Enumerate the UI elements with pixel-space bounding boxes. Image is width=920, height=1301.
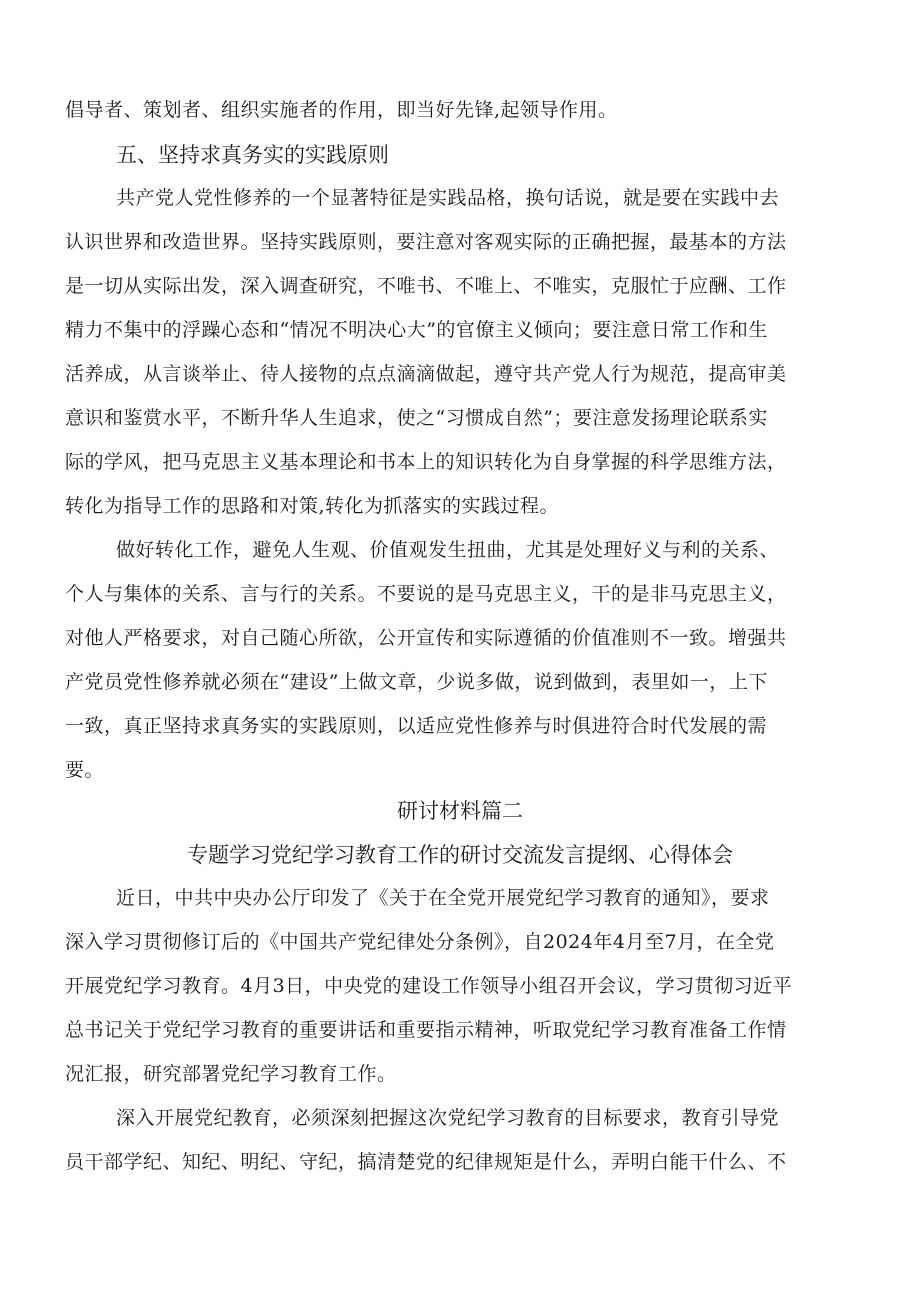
paragraph-line: 产党员党性修养就必须在“建设”上做文章，少说多做，说到做到，表里如一，上下 <box>65 671 768 693</box>
paragraph-line: 开展党纪学习教育。4月3日，中央党的建设工作领导小组召开会议，学习贯彻习近平 <box>65 975 793 997</box>
paragraph-line: 深入开展党纪教育，必须深刻把握这次党纪学习教育的目标要求，教育引导党 <box>116 1107 780 1129</box>
paragraph-line: 近日，中共中央办公厅印发了《关于在全党开展党纪学习教育的通知》，要求 <box>116 887 770 909</box>
paragraph-line: 个人与集体的关系、言与行的关系。不要说的是马克思主义，干的是非马克思主义， <box>65 583 787 605</box>
paragraph-line: 总书记关于党纪学习教育的重要讲话和重要指示精神，听取党纪学习教育准备工作情 <box>65 1019 787 1041</box>
paragraph-line: 倡导者、策划者、组织实施者的作用，即当好先锋,起领导作用。 <box>65 99 618 121</box>
paragraph-line: 共产党人党性修养的一个显著特征是实践品格，换句话说，就是要在实践中去 <box>116 187 780 209</box>
paragraph-line: 认识世界和改造世界。坚持实践原则，要注意对客观实际的正确把握，最基本的方法 <box>65 231 787 253</box>
paragraph-line: 对他人严格要求，对自己随心所欲，公开宣传和实际遵循的价值准则不一致。增强共 <box>65 627 787 649</box>
section-heading: 五、坚持求真务实的实践原则 <box>116 143 389 167</box>
paragraph-line: 际的学风，把马克思主义基本理论和书本上的知识转化为自身掌握的科学思维方法， <box>65 451 787 473</box>
paragraph-line: 活养成，从言谈举止、待人接物的点点滴滴做起，遵守共产党人行为规范，提高审美 <box>65 363 787 385</box>
paragraph-line: 深入学习贯彻修订后的《中国共产党纪律处分条例》，自2024年4月至7月，在全党 <box>65 931 775 953</box>
paragraph-line: 意识和鉴赏水平，不断升华人生追求，使之“习惯成自然”；要注意发扬理论联系实 <box>65 407 768 429</box>
paragraph-line: 一致，真正坚持求真务实的实践原则，以适应党性修养与时俱进符合时代发展的需 <box>65 715 768 737</box>
paragraph-line: 要。 <box>65 759 105 781</box>
article-title: 专题学习党纪学习教育工作的研讨交流发言提纲、心得体会 <box>187 843 733 867</box>
article-label: 研讨材料篇二 <box>397 799 523 823</box>
paragraph-line: 精力不集中的浮躁心态和“情况不明决心大”的官僚主义倾向；要注意日常工作和生 <box>65 319 768 341</box>
paragraph-line: 转化为指导工作的思路和对策,转化为抓落实的实践过程。 <box>65 495 560 517</box>
paragraph-line: 员干部学纪、知纪、明纪、守纪，搞清楚党的纪律规矩是什么，弄明白能干什么、不 <box>65 1151 787 1173</box>
paragraph-line: 是一切从实际出发，深入调查研究，不唯书、不唯上、不唯实，克服忙于应酬、工作 <box>65 275 787 297</box>
paragraph-line: 况汇报，研究部署党纪学习教育工作。 <box>65 1063 397 1085</box>
paragraph-line: 做好转化工作，避免人生观、价值观发生扭曲，尤其是处理好义与利的关系、 <box>116 539 780 561</box>
